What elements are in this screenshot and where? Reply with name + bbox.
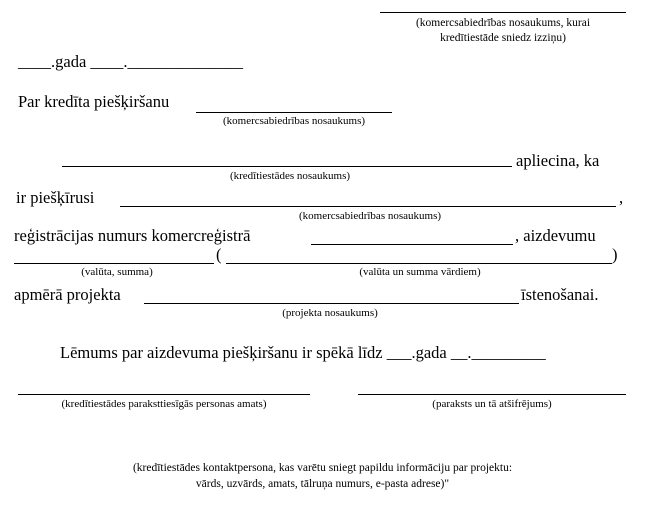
signature-left-caption-text: (kredītiestādes paraksttiesīgās personas amats)	[61, 398, 267, 410]
validity-day-suffix: .	[467, 343, 472, 362]
amount-words-caption-text: (valūta un summa vārdiem)	[359, 266, 481, 278]
date-day-blank: ____	[90, 52, 124, 71]
registration-number-text: reģistrācijas numurs komercreģistrā	[14, 226, 251, 245]
amount-caption	[42, 266, 192, 280]
subject-caption-text: (komercsabiedrības nosaukums)	[222, 115, 366, 127]
signature-right-caption-text: (paraksts un tā atšifrējums)	[432, 398, 552, 410]
date-line	[18, 54, 243, 71]
registration-number-label	[14, 228, 250, 245]
header-rule	[380, 12, 626, 13]
footer-note-line-1: (kredītiestādes kontaktpersona, kas varētu sniegt papildu informāciju par projektu:	[132, 462, 513, 474]
company-name-rule	[120, 206, 616, 207]
amount-close-paren-text: )	[612, 245, 618, 264]
date-year-blank: ____	[18, 52, 51, 71]
header-caption-line-1: (komercsabiedrības nosaukums, kurai	[415, 17, 591, 29]
footer-note-line-2: vārds, uzvārds, amats, tālruņa numurs, e-pasta adrese)"	[195, 477, 450, 490]
registration-number-rule	[311, 244, 513, 245]
date-year-suffix: .gada	[51, 52, 87, 71]
project-name-caption	[230, 307, 430, 321]
company-name-caption	[245, 210, 495, 224]
project-name-rule	[144, 303, 519, 304]
ir-pieskirusi-text: ir piešķīrusi	[16, 188, 95, 207]
institution-name-caption-text: (kredītiestādes nosaukums)	[229, 170, 351, 182]
istenosanai-text: īstenošanai.	[521, 285, 599, 304]
header-caption	[378, 16, 628, 46]
apliecina-text	[516, 153, 599, 170]
institution-name-rule	[62, 166, 512, 167]
project-label	[14, 287, 121, 304]
amount-words-caption	[300, 266, 540, 280]
header-caption-line-2: kredītiestāde sniedz izziņu)	[440, 31, 566, 44]
istenosanai-label	[521, 287, 598, 304]
aizdevumu-label	[515, 228, 596, 245]
date-month-blank: ______________	[127, 52, 244, 71]
signature-left-rule	[18, 394, 310, 395]
apliecina-label: apliecina, ka	[516, 151, 600, 170]
subject-label-text: Par kredīta piešķiršanu	[18, 92, 170, 111]
subject-fill-rule	[196, 112, 392, 113]
amount-close-paren	[612, 247, 618, 264]
subject-caption	[196, 115, 392, 129]
institution-name-caption	[180, 170, 400, 184]
amount-words-rule	[226, 263, 612, 264]
amount-rule	[14, 263, 214, 264]
ir-pieskirusi-label	[16, 190, 94, 207]
project-name-caption-text: (projekta nosaukums)	[282, 307, 378, 319]
validity-year-blank: ___	[386, 343, 412, 362]
footer-note	[0, 461, 645, 492]
validity-year-suffix: .gada	[411, 343, 447, 362]
amount-caption-text: (valūta, summa)	[81, 266, 153, 278]
line2-comma-text: ,	[619, 188, 624, 207]
date-day-suffix: .	[123, 52, 128, 71]
subject-label	[18, 94, 169, 111]
validity-month-blank: _________	[471, 343, 546, 362]
amount-open-paren	[216, 247, 222, 264]
signature-right-rule	[358, 394, 626, 395]
validity-day-blank: __	[450, 343, 468, 362]
line2-comma	[619, 190, 623, 207]
validity-line	[60, 345, 546, 362]
project-label-text: apmērā projekta	[14, 285, 121, 304]
signature-left-caption	[18, 398, 310, 412]
amount-open-paren-text: (	[216, 245, 222, 264]
aizdevumu-text: , aizdevumu	[515, 226, 596, 245]
signature-right-caption	[358, 398, 626, 412]
company-name-caption-text: (komercsabiedrības nosaukums)	[298, 210, 442, 222]
validity-text: Lēmums par aizdevuma piešķiršanu ir spēkā līdz	[60, 343, 383, 362]
